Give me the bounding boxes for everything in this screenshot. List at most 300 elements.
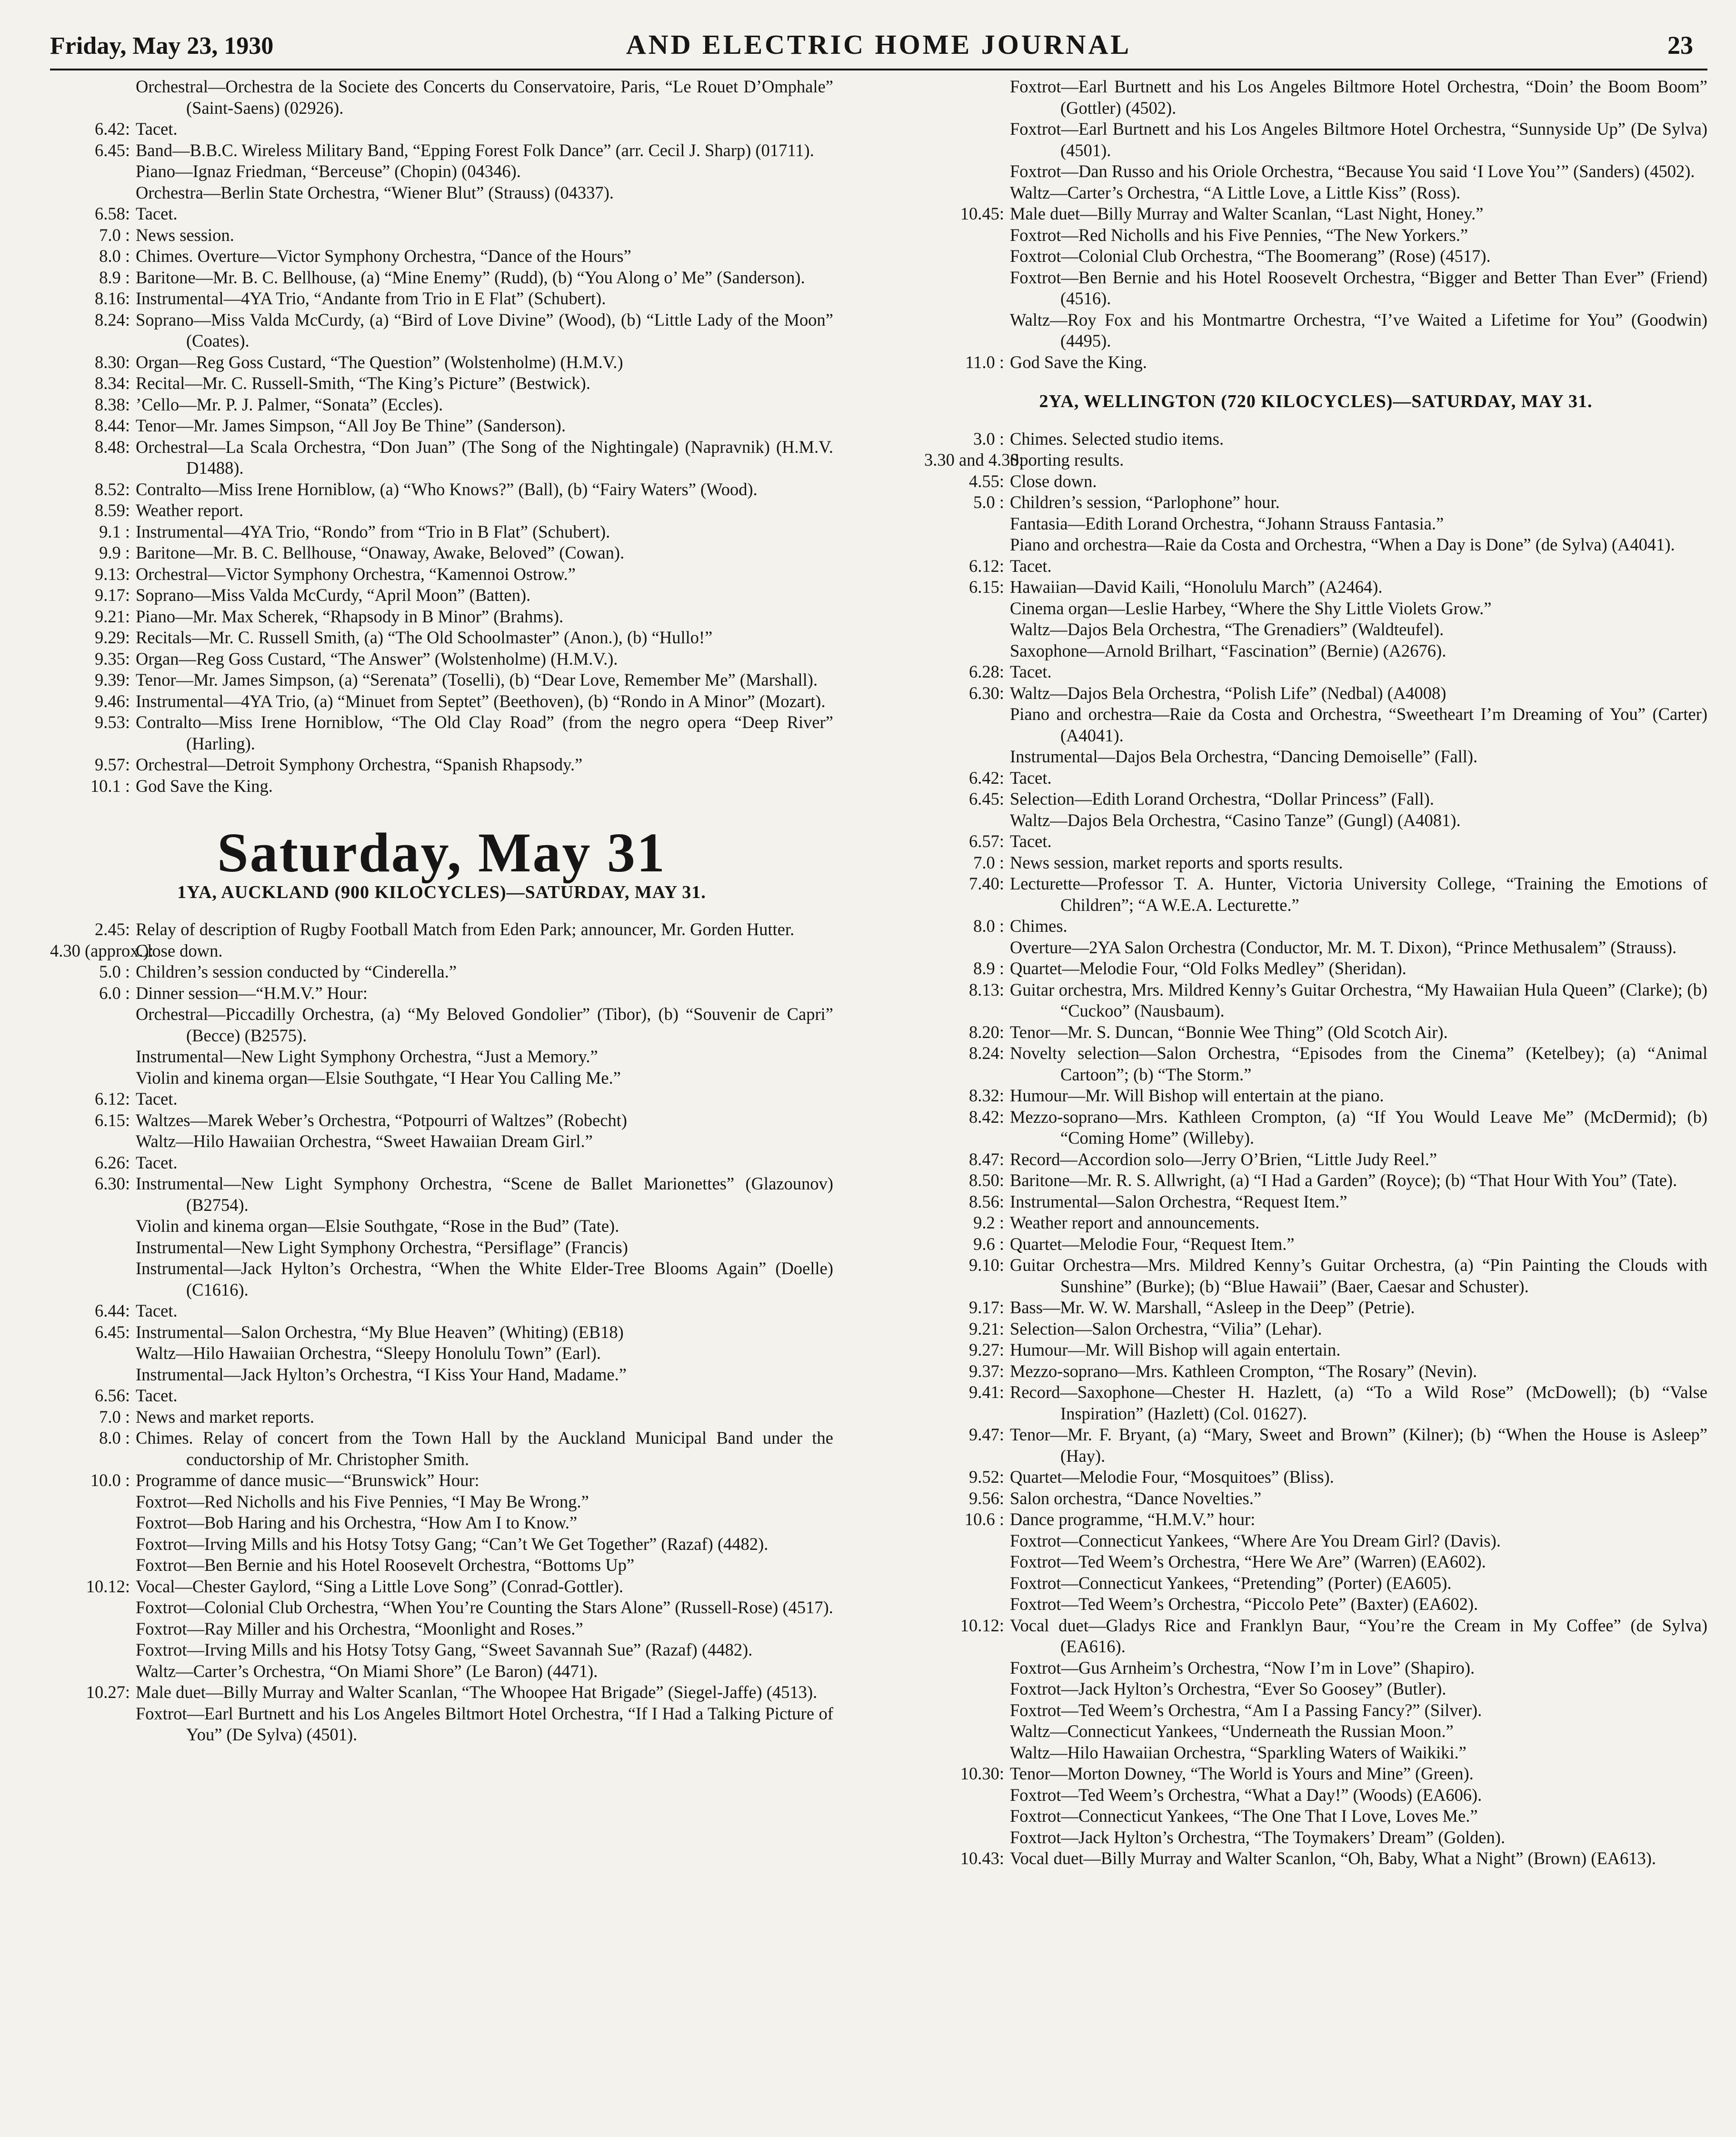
entry-text: Instrumental—Dajos Bela Orchestra, “Dancing Demoiselle” (Fall). <box>1010 747 1478 766</box>
entry-time: 4.55: <box>968 471 1004 491</box>
entry-time: 9.17: <box>94 585 130 605</box>
entry-time: 9.35: <box>94 649 130 669</box>
entry-time: 10.30: <box>960 1764 1004 1783</box>
programme-entry <box>924 1573 1707 1594</box>
programme-entry <box>50 1237 833 1258</box>
programme-entry <box>50 352 833 373</box>
entry-text: Contralto—Miss Irene Horniblow, (a) “Who Knows?” (Ball), (b) “Fairy Waters” (Wood). <box>136 479 758 499</box>
programme-entry <box>924 958 1707 979</box>
header-title: AND ELECTRIC HOME JOURNAL <box>626 29 1132 60</box>
programme-entry <box>50 437 833 479</box>
entry-text: Instrumental—4YA Trio, “Andante from Trio in E Flat” (Schubert). <box>136 289 606 308</box>
left-column <box>50 76 833 1869</box>
entry-time: 9.27: <box>968 1340 1004 1359</box>
programme-entry <box>924 683 1707 704</box>
entry-text: Chimes. <box>1010 916 1068 936</box>
entry-time: 6.12: <box>94 1089 130 1108</box>
right-column <box>924 76 1707 1869</box>
programme-entry <box>924 1742 1707 1764</box>
programme-entry <box>924 873 1707 916</box>
programme-entry <box>924 1827 1707 1848</box>
programme-entry <box>924 1085 1707 1107</box>
programme-entry <box>924 1107 1707 1149</box>
programme-entry <box>924 1382 1707 1424</box>
entry-text: Tacet. <box>1010 768 1052 788</box>
programme-entry <box>50 1216 833 1237</box>
entry-time: 8.44: <box>94 416 130 435</box>
entry-text: Orchestral—Detroit Symphony Orchestra, “Spanish Rhapsody.” <box>136 755 583 774</box>
entry-time: 8.0 : <box>99 1428 130 1448</box>
programme-entry <box>924 1700 1707 1721</box>
entry-text: Organ—Reg Goss Custard, “The Answer” (Wolstenholme) (H.M.V.). <box>136 649 618 669</box>
entry-text: Soprano—Miss Valda McCurdy, (a) “Bird of Love Divine” (Wood), (b) “Little Lady of the Moon” (Coates). <box>136 310 833 350</box>
right-bottom-list <box>924 429 1707 1869</box>
entry-time: 8.34: <box>94 373 130 393</box>
entry-text: Baritone—Mr. B. C. Bellhouse, (a) “Mine Enemy” (Rudd), (b) “You Along o’ Me” (Sanderson). <box>136 267 805 287</box>
entry-text: Orchestral—Orchestra de la Societe des Concerts du Conservatoire, Paris, “Le Rouet D’Omphale” (Saint-Saens) (02926). <box>136 77 833 118</box>
entry-time: 9.53: <box>94 712 130 732</box>
programme-entry <box>924 76 1707 119</box>
entry-text: Band—B.B.C. Wireless Military Band, “Epping Forest Folk Dance” (arr. Cecil J. Sharp) (01711). <box>136 140 814 160</box>
programme-entry <box>924 1255 1707 1297</box>
entry-text: Children’s session conducted by “Cinderella.” <box>136 962 457 981</box>
entry-text: Mezzo-soprano—Mrs. Kathleen Crompton, (a) “If You Would Leave Me” (McDermid); (b) “Coming Home” (Willeby). <box>1010 1107 1707 1148</box>
entry-time: 9.56: <box>968 1488 1004 1508</box>
entry-text: ’Cello—Mr. P. J. Palmer, “Sonata” (Eccles). <box>136 394 443 414</box>
entry-text: Instrumental—Jack Hylton’s Orchestra, “I Kiss Your Hand, Madame.” <box>136 1364 627 1384</box>
programme-entry <box>924 1615 1707 1658</box>
programme-entry <box>924 1149 1707 1170</box>
entry-text: Weather report and announcements. <box>1010 1213 1260 1232</box>
programme-entry <box>50 712 833 754</box>
programme-entry <box>924 979 1707 1022</box>
programme-entry <box>924 429 1707 450</box>
programme-entry <box>924 1022 1707 1043</box>
entry-time: 10.0 : <box>90 1470 130 1490</box>
programme-entry <box>924 556 1707 577</box>
entry-text: Quartet—Melodie Four, “Mosquitoes” (Bliss). <box>1010 1467 1334 1487</box>
entry-text: Quartet—Melodie Four, “Old Folks Medley” (Sheridan). <box>1010 959 1407 978</box>
entry-time: 6.45: <box>94 140 130 160</box>
programme-entry <box>50 776 833 797</box>
entry-text: Male duet—Billy Murray and Walter Scanlan, “Last Night, Honey.” <box>1010 204 1484 223</box>
entry-text: Waltzes—Marek Weber’s Orchestra, “Potpourri of Waltzes” (Robecht) <box>136 1110 628 1130</box>
entry-time: 6.30: <box>968 683 1004 703</box>
entry-time: 9.41: <box>968 1382 1004 1402</box>
entry-text: Orchestral—La Scala Orchestra, “Don Juan” (The Song of the Nightingale) (Napravnik) (H.M.V. D1488). <box>136 437 833 478</box>
entry-time: 8.47: <box>968 1149 1004 1169</box>
programme-entry <box>50 1004 833 1046</box>
programme-entry <box>50 500 833 521</box>
entry-text: Foxtrot—Ben Bernie and his Hotel Roosevelt Orchestra, “Bottoms Up” <box>136 1555 635 1575</box>
header-rule <box>50 69 1707 70</box>
entry-time: 6.26: <box>94 1152 130 1172</box>
programme-entry <box>50 1470 833 1491</box>
entry-text: Baritone—Mr. B. C. Bellhouse, “Onaway, Awake, Beloved” (Cowan). <box>136 543 625 562</box>
entry-text: Selection—Salon Orchestra, “Vilia” (Lehar). <box>1010 1318 1322 1338</box>
entry-text: Chimes. Relay of concert from the Town Hall by the Auckland Municipal Band under the conductorship of Mr. Christopher Smith. <box>136 1428 833 1469</box>
programme-entry <box>50 1407 833 1428</box>
programme-entry <box>924 1361 1707 1382</box>
programme-entry <box>50 1576 833 1598</box>
entry-time: 8.16: <box>94 289 130 308</box>
station-heading-2ya: 2YA, WELLINGTON (720 KILOCYCLES)—SATURDAY, MAY 31. <box>1039 391 1593 411</box>
entry-text: Foxtrot—Irving Mills and his Hotsy Totsy Gang; “Can’t We Get Together” (Razaf) (4482). <box>136 1534 768 1554</box>
entry-text: Tenor—Mr. James Simpson, (a) “Serenata” (Toselli), (b) “Dear Love, Remember Me” (Marshall). <box>136 670 818 689</box>
programme-entry <box>50 1661 833 1682</box>
entry-text: Violin and kinema organ—Elsie Southgate, “I Hear You Calling Me.” <box>136 1068 621 1088</box>
entry-text: Relay of description of Rugby Football Match from Eden Park; announcer, Mr. Gorden Hutter. <box>136 919 795 939</box>
programme-entry <box>50 754 833 776</box>
entry-time: 9.29: <box>94 628 130 647</box>
entry-text: Selection—Edith Lorand Orchestra, “Dollar Princess” (Fall). <box>1010 789 1434 809</box>
entry-time: 7.0 : <box>99 225 130 245</box>
entry-text: Foxtrot—Colonial Club Orchestra, “The Boomerang” (Rose) (4517). <box>1010 246 1491 266</box>
entry-text: Instrumental—New Light Symphony Orchestra, “Persiflage” (Francis) <box>136 1237 628 1257</box>
programme-entry <box>50 649 833 670</box>
entry-text: Foxtrot—Ted Weem’s Orchestra, “Piccolo Pete” (Baxter) (EA602). <box>1010 1594 1478 1614</box>
programme-entry <box>924 1658 1707 1679</box>
programme-entry <box>50 225 833 246</box>
entry-text: Foxtrot—Connecticut Yankees, “Pretending” (Porter) (EA605). <box>1010 1573 1452 1593</box>
entry-text: Instrumental—New Light Symphony Orchestra, “Just a Memory.” <box>136 1047 598 1066</box>
programme-entry <box>924 746 1707 768</box>
entry-time: 11.0 : <box>965 352 1004 372</box>
header-page-number: 23 <box>1667 31 1693 60</box>
entry-text: Waltz—Dajos Bela Orchestra, “Casino Tanze” (Gungl) (A4081). <box>1010 810 1461 830</box>
programme-entry <box>50 1597 833 1618</box>
programme-entry <box>50 1258 833 1300</box>
programme-entry <box>924 810 1707 831</box>
entry-text: Children’s session, “Parlophone” hour. <box>1010 492 1280 512</box>
entry-time: 6.42: <box>968 768 1004 788</box>
entry-time: 8.38: <box>94 394 130 414</box>
programme-entry <box>50 1322 833 1343</box>
programme-entry <box>924 640 1707 662</box>
programme-entry <box>50 961 833 983</box>
entry-time: 6.58: <box>94 204 130 223</box>
entry-time: 6.56: <box>94 1386 130 1405</box>
entry-time: 3.0 : <box>973 429 1004 449</box>
entry-text: Foxtrot—Ted Weem’s Orchestra, “Am I a Passing Fancy?” (Silver). <box>1010 1700 1482 1720</box>
programme-entry <box>50 669 833 691</box>
programme-entry <box>50 1131 833 1152</box>
entry-time: 8.52: <box>94 479 130 499</box>
entry-time: 6.44: <box>94 1301 130 1320</box>
programme-entry <box>50 919 833 940</box>
entry-text: Hawaiian—David Kaili, “Honolulu March” (A2464). <box>1010 577 1383 597</box>
entry-time: 6.0 : <box>99 983 130 1003</box>
entry-text: Piano and orchestra—Raie da Costa and Orchestra, “When a Day is Done” (de Sylva) (A4041). <box>1010 535 1675 554</box>
programme-entry <box>50 140 833 161</box>
programme-entry <box>924 534 1707 556</box>
entry-text: Dance programme, “H.M.V.” hour: <box>1010 1509 1256 1529</box>
programme-entry <box>50 310 833 352</box>
programme-entry <box>924 1424 1707 1467</box>
entry-text: Tacet. <box>1010 662 1052 681</box>
entry-text: Humour—Mr. Will Bishop will entertain at the piano. <box>1010 1086 1384 1105</box>
programme-entry <box>924 1212 1707 1234</box>
entry-time: 9.21: <box>968 1318 1004 1338</box>
entry-time: 8.48: <box>94 437 130 457</box>
programme-entry <box>50 394 833 416</box>
programme-entry <box>924 1170 1707 1191</box>
entry-text: Instrumental—4YA Trio, “Rondo” from “Trio in B Flat” (Schubert). <box>136 521 610 541</box>
programme-entry <box>50 1110 833 1131</box>
entry-text: Foxtrot—Jack Hylton’s Orchestra, “Ever So Goosey” (Butler). <box>1010 1679 1447 1698</box>
entry-time: 9.9 : <box>99 543 130 562</box>
entry-text: Recitals—Mr. C. Russell Smith, (a) “The Old Schoolmaster” (Anon.), (b) “Hullo!” <box>136 628 713 647</box>
entry-text: Orchestral—Victor Symphony Orchestra, “Kamennoi Ostrow.” <box>136 564 576 584</box>
entry-text: Close down. <box>136 940 223 960</box>
entry-text: Foxtrot—Ray Miller and his Orchestra, “Moonlight and Roses.” <box>136 1618 583 1638</box>
programme-entry <box>50 585 833 606</box>
entry-time: 6.57: <box>968 831 1004 851</box>
entry-text: Record—Saxophone—Chester H. Hazlett, (a) “To a Wild Rose” (McDowell); (b) “Valse Inspiration” (Hazlett) (Col. 01627). <box>1010 1382 1707 1423</box>
entry-text: Lecturette—Professor T. A. Hunter, Victoria University College, “Training the Emotions of Children”; “A W.E.A. Lecturette.” <box>1010 874 1707 915</box>
programme-entry <box>924 203 1707 225</box>
entry-text: Waltz—Dajos Bela Orchestra, “The Grenadiers” (Waldteufel). <box>1010 619 1444 639</box>
programme-entry <box>924 1594 1707 1615</box>
entry-text: Waltz—Carter’s Orchestra, “A Little Love, a Little Kiss” (Ross). <box>1010 182 1461 202</box>
entry-time: 9.17: <box>968 1298 1004 1317</box>
entry-time: 8.24: <box>968 1043 1004 1063</box>
entry-time: 8.30: <box>94 352 130 372</box>
programme-entry <box>50 288 833 310</box>
columns <box>50 76 1707 1869</box>
programme-entry <box>924 789 1707 810</box>
entry-time: 2.45: <box>94 919 130 939</box>
entry-text: Foxtrot—Earl Burtnett and his Los Angeles Biltmort Hotel Orchestra, “If I Had a Talking Picture of You” (De Sylva) (4501). <box>136 1703 833 1744</box>
entry-text: Orchestral—Piccadilly Orchestra, (a) “My Beloved Gondolier” (Tibor), (b) “Souvenir de Capri” (Becce) (B2575). <box>136 1004 833 1045</box>
programme-entry <box>50 1703 833 1746</box>
entry-text: Cinema organ—Leslie Harbey, “Where the Shy Little Violets Grow.” <box>1010 598 1492 618</box>
programme-entry <box>50 1385 833 1407</box>
entry-time: 9.37: <box>968 1361 1004 1381</box>
entry-text: Foxtrot—Dan Russo and his Oriole Orchestra, “Because You said ‘I Love You’” (Sanders) (4502). <box>1010 161 1695 181</box>
entry-time: 6.45: <box>968 789 1004 809</box>
entry-text: Vocal—Chester Gaylord, “Sing a Little Love Song” (Conrad-Gottler). <box>136 1576 624 1596</box>
entry-text: Record—Accordion solo—Jerry O’Brien, “Little Judy Reel.” <box>1010 1149 1437 1169</box>
entry-time: 9.39: <box>94 670 130 689</box>
programme-entry <box>50 415 833 437</box>
entry-text: Close down. <box>1010 471 1097 491</box>
entry-time: 5.0 : <box>99 962 130 981</box>
entry-text: Foxtrot—Colonial Club Orchestra, “When You’re Counting the Stars Alone” (Russell-Rose) (4517). <box>136 1598 833 1617</box>
entry-text: Instrumental—New Light Symphony Orchestra, “Scene de Ballet Marionettes” (Glazounov) (B2754). <box>136 1174 833 1215</box>
entry-time: 8.20: <box>968 1022 1004 1042</box>
entry-text: Saxophone—Arnold Brilhart, “Fascination” (Bernie) (A2676). <box>1010 640 1447 660</box>
programme-entry <box>924 1530 1707 1552</box>
entry-text: Waltz—Roy Fox and his Montmartre Orchestra, “I’ve Waited a Lifetime for You” (Goodwin) (4495). <box>1010 310 1707 350</box>
programme-entry <box>50 1618 833 1640</box>
programme-entry <box>924 768 1707 789</box>
entry-text: Orchestra—Berlin State Orchestra, “Wiener Blut” (Strauss) (04337). <box>136 182 614 202</box>
entry-text: Instrumental—Salon Orchestra, “My Blue Heaven” (Whiting) (EB18) <box>136 1322 624 1342</box>
entry-text: Contralto—Miss Irene Horniblow, “The Old Clay Road” (from the negro opera “Deep River” (Harling). <box>136 712 833 753</box>
programme-entry <box>50 1173 833 1216</box>
programme-entry <box>924 704 1707 746</box>
programme-entry <box>924 182 1707 204</box>
entry-time: 6.28: <box>968 662 1004 681</box>
entry-text: Tenor—Mr. James Simpson, “All Joy Be Thine” (Sanderson). <box>136 416 566 435</box>
entry-time: 6.42: <box>94 119 130 139</box>
programme-entry <box>50 521 833 543</box>
programme-entry <box>50 1682 833 1703</box>
programme-entry <box>50 940 833 962</box>
entry-time: 9.10: <box>968 1255 1004 1275</box>
entry-text: Tacet. <box>136 119 178 139</box>
programme-entry <box>50 1491 833 1513</box>
entry-text: Tenor—Morton Downey, “The World is Yours and Mine” (Green). <box>1010 1764 1474 1783</box>
entry-text: Foxtrot—Gus Arnheim’s Orchestra, “Now I’m in Love” (Shapiro). <box>1010 1658 1475 1678</box>
entry-time: 8.56: <box>968 1191 1004 1211</box>
entry-time: 10.1 : <box>90 776 130 796</box>
entry-time: 8.9 : <box>99 267 130 287</box>
entry-text: Foxtrot—Earl Burtnett and his Los Angeles Biltmore Hotel Orchestra, “Doin’ the Boom Boom” (Gottler) (4502). <box>1010 77 1707 118</box>
programme-entry <box>924 1467 1707 1488</box>
entry-time: 9.21: <box>94 606 130 626</box>
entry-text: Foxtrot—Connecticut Yankees, “The One That I Love, Loves Me.” <box>1010 1806 1478 1826</box>
entry-text: Waltz—Hilo Hawaiian Orchestra, “Sweet Hawaiian Dream Girl.” <box>136 1131 593 1151</box>
programme-entry <box>924 577 1707 598</box>
entry-text: Sporting results. <box>1010 450 1124 469</box>
entry-text: Foxtrot—Ted Weem’s Orchestra, “What a Day!” (Woods) (EA606). <box>1010 1785 1482 1805</box>
entry-text: Quartet—Melodie Four, “Request Item.” <box>1010 1234 1295 1254</box>
entry-time: 6.45: <box>94 1322 130 1342</box>
entry-time: 7.0 : <box>973 852 1004 872</box>
programme-entry <box>924 492 1707 513</box>
programme-entry <box>50 1512 833 1534</box>
entry-text: Tacet. <box>136 1089 178 1108</box>
entry-time: 6.15: <box>94 1110 130 1130</box>
entry-time: 8.59: <box>94 500 130 520</box>
entry-text: Guitar Orchestra—Mrs. Mildred Kenny’s Guitar Orchestra, (a) “Pin Painting the Clouds with Sunshine” (Burke); (b) “Blue Hawaii” (Baer, Caesar and Schuster). <box>1010 1255 1707 1296</box>
programme-entry <box>924 1043 1707 1085</box>
entry-text: Foxtrot—Bob Haring and his Orchestra, “How Am I to Know.” <box>136 1513 578 1532</box>
entry-text: Foxtrot—Connecticut Yankees, “Where Are You Dream Girl? (Davis). <box>1010 1530 1501 1550</box>
entry-text: Foxtrot—Jack Hylton’s Orchestra, “The Toymakers’ Dream” (Golden). <box>1010 1827 1506 1847</box>
entry-time: 9.52: <box>968 1467 1004 1487</box>
entry-text: Waltz—Dajos Bela Orchestra, “Polish Life” (Nedbal) (A4008) <box>1010 683 1447 703</box>
programme-entry <box>924 352 1707 373</box>
station-heading-1ya: 1YA, AUCKLAND (900 KILOCYCLES)—SATURDAY, MAY 31. <box>177 882 706 902</box>
programme-entry <box>50 1088 833 1110</box>
entry-text: Waltz—Hilo Hawaiian Orchestra, “Sparkling Waters of Waikiki.” <box>1010 1742 1467 1762</box>
entry-text: Weather report. <box>136 500 244 520</box>
entry-time: 8.0 : <box>99 246 130 266</box>
entry-time: 10.12: <box>86 1576 130 1596</box>
programme-entry <box>924 1509 1707 1530</box>
programme-entry <box>924 246 1707 267</box>
entry-text: Instrumental—Jack Hylton’s Orchestra, “When the White Elder-Tree Blooms Again” (Doelle) (C1616). <box>136 1258 833 1299</box>
entry-time: 9.13: <box>94 564 130 584</box>
programme-entry <box>50 246 833 267</box>
entry-text: Guitar orchestra, Mrs. Mildred Kenny’s Guitar Orchestra, “My Hawaiian Hula Queen” (Clarke); (b) “Cuckoo” (Nausbaum). <box>1010 979 1707 1020</box>
entry-text: Bass—Mr. W. W. Marshall, “Asleep in the Deep” (Petrie). <box>1010 1298 1415 1317</box>
entry-text: Vocal duet—Billy Murray and Walter Scanlon, “Oh, Baby, What a Night” (Brown) (EA613). <box>1010 1848 1656 1868</box>
entry-text: Piano—Ignaz Friedman, “Berceuse” (Chopin) (04346). <box>136 161 521 181</box>
entry-time: 5.0 : <box>973 492 1004 512</box>
entry-text: Waltz—Hilo Hawaiian Orchestra, “Sleepy Honolulu Town” (Earl). <box>136 1343 601 1363</box>
programme-entry <box>924 937 1707 959</box>
entry-text: Tenor—Mr. S. Duncan, “Bonnie Wee Thing” (Old Scotch Air). <box>1010 1022 1448 1042</box>
entry-text: Mezzo-soprano—Mrs. Kathleen Crompton, “The Rosary” (Nevin). <box>1010 1361 1477 1381</box>
programme-entry <box>50 182 833 204</box>
programme-entry <box>924 916 1707 937</box>
entry-time: 9.46: <box>94 691 130 711</box>
programme-entry <box>924 471 1707 492</box>
entry-time: 3.30 and 4.30: <box>924 450 1024 469</box>
programme-entry <box>50 119 833 140</box>
programme-entry <box>924 831 1707 852</box>
entry-text: Violin and kinema organ—Elsie Southgate, “Rose in the Bud” (Tate). <box>136 1216 619 1236</box>
programme-entry <box>924 1318 1707 1340</box>
programme-entry <box>924 513 1707 535</box>
programme-entry <box>924 1848 1707 1869</box>
programme-entry <box>50 161 833 182</box>
left-top-list <box>50 76 833 797</box>
page-header <box>50 29 1707 69</box>
entry-time: 10.45: <box>960 204 1004 223</box>
programme-entry <box>50 373 833 394</box>
entry-text: Organ—Reg Goss Custard, “The Question” (Wolstenholme) (H.M.V.) <box>136 352 623 372</box>
header-date: Friday, May 23, 1930 <box>50 32 274 60</box>
entry-text: Salon orchestra, “Dance Novelties.” <box>1010 1488 1262 1508</box>
programme-entry <box>50 1364 833 1386</box>
programme-entry <box>50 1152 833 1174</box>
entry-text: Recital—Mr. C. Russell-Smith, “The King’s Picture” (Bestwick). <box>136 373 590 393</box>
entry-text: Foxtrot—Red Nicholls and his Five Pennies, “The New Yorkers.” <box>1010 225 1468 245</box>
programme-entry <box>924 852 1707 874</box>
entry-text: Foxtrot—Ben Bernie and his Hotel Roosevelt Orchestra, “Bigger and Better Than Ever” (Friend) (4516). <box>1010 267 1707 308</box>
programme-entry <box>924 267 1707 310</box>
entry-time: 9.57: <box>94 755 130 774</box>
entry-time: 7.0 : <box>99 1407 130 1427</box>
entry-time: 8.13: <box>968 979 1004 999</box>
entry-text: Waltz—Connecticut Yankees, “Underneath the Russian Moon.” <box>1010 1721 1454 1741</box>
entry-text: Humour—Mr. Will Bishop will again entertain. <box>1010 1340 1341 1359</box>
programme-entry <box>924 619 1707 640</box>
entry-time: 10.6 : <box>964 1509 1004 1529</box>
entry-text: Foxtrot—Red Nicholls and his Five Pennies, “I May Be Wrong.” <box>136 1491 589 1511</box>
programme-entry <box>50 1534 833 1555</box>
entry-text: Foxtrot—Earl Burtnett and his Los Angeles Biltmore Hotel Orchestra, “Sunnyside Up” (De Sylva) (4501). <box>1010 119 1707 160</box>
programme-entry <box>50 983 833 1004</box>
entry-time: 10.27: <box>86 1682 130 1702</box>
entry-time: 7.40: <box>968 874 1004 893</box>
entry-time: 9.2 : <box>973 1213 1004 1232</box>
entry-time: 9.1 : <box>99 521 130 541</box>
entry-time: 8.0 : <box>973 916 1004 936</box>
programme-entry <box>924 1678 1707 1700</box>
entry-text: Piano—Mr. Max Scherek, “Rhapsody in B Minor” (Brahms). <box>136 606 564 626</box>
programme-entry <box>924 1785 1707 1806</box>
entry-time: 8.9 : <box>973 959 1004 978</box>
programme-entry <box>50 76 833 119</box>
entry-text: Baritone—Mr. R. S. Allwright, (a) “I Had a Garden” (Royce); (b) “That Hour With You” (Tate). <box>1010 1170 1677 1190</box>
entry-text: Tacet. <box>1010 556 1052 576</box>
programme-entry <box>924 119 1707 161</box>
entry-time: 10.43: <box>960 1848 1004 1868</box>
programme-entry <box>924 161 1707 182</box>
entry-time: 8.24: <box>94 310 130 330</box>
programme-entry <box>924 1763 1707 1785</box>
programme-entry <box>50 479 833 500</box>
programme-entry <box>924 1297 1707 1318</box>
entry-text: Foxtrot—Irving Mills and his Hotsy Totsy Gang, “Sweet Savannah Sue” (Razaf) (4482). <box>136 1640 753 1659</box>
programme-entry <box>924 1339 1707 1361</box>
